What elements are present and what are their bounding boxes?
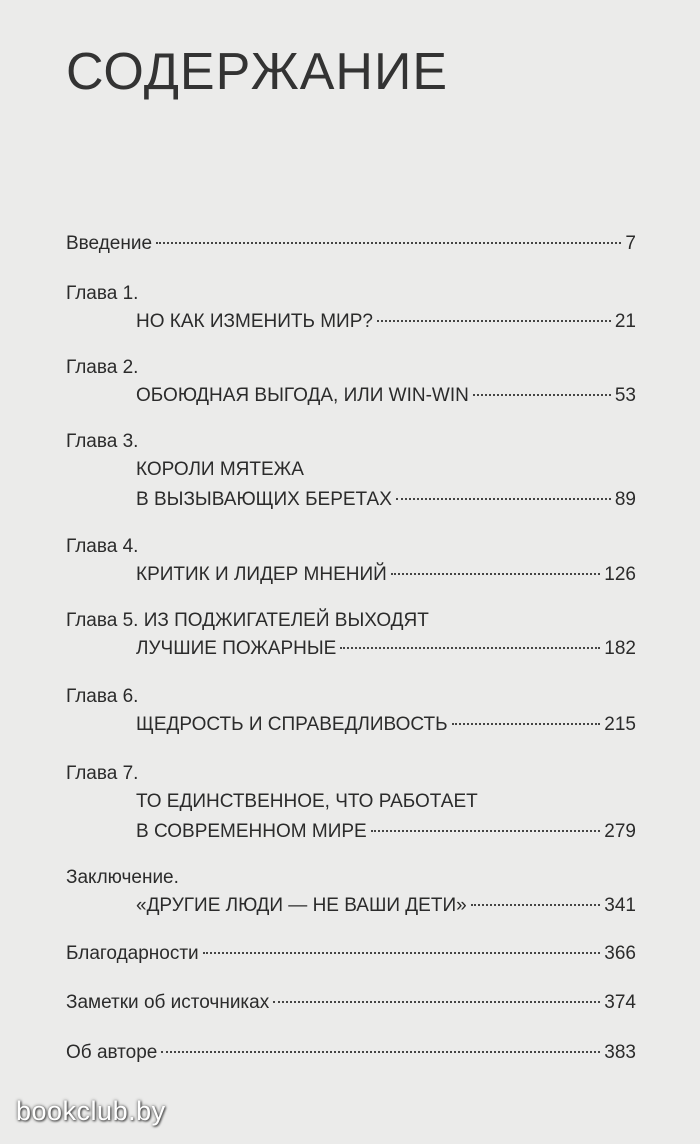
entry-label: Благодарности <box>66 943 199 964</box>
chapter-label: Глава 5. ИЗ ПОДЖИГАТЕЛЕЙ ВЫХОДЯТ <box>66 610 429 631</box>
page-title: СОДЕРЖАНИЕ <box>66 43 449 101</box>
page-number: 341 <box>604 895 636 916</box>
entry-label: Об авторе <box>66 1042 158 1063</box>
chapter-label: Глава 4. <box>66 536 139 557</box>
dot-leader <box>377 320 611 322</box>
chapter-title-line-2: В ВЫЗЫВАЮЩИХ БЕРЕТАХ <box>136 489 392 510</box>
toc-entry-chapter-5 <box>66 609 636 661</box>
page-number: 21 <box>614 311 636 332</box>
toc-entry-source-notes <box>66 991 636 1015</box>
chapter-title-line-1: КОРОЛИ МЯТЕЖА <box>136 459 304 480</box>
dot-leader <box>452 723 601 725</box>
page-number: 7 <box>625 233 636 254</box>
toc-entry-chapter-3 <box>66 430 636 512</box>
dot-leader <box>161 1051 600 1053</box>
entry-label: Заметки об источниках <box>66 992 270 1013</box>
watermark: bookclub.by <box>16 1096 166 1126</box>
chapter-label: Глава 6. <box>66 686 139 707</box>
toc-entry-chapter-2 <box>66 356 636 408</box>
page-number: 366 <box>604 943 636 964</box>
dot-leader <box>396 498 611 500</box>
dot-leader <box>156 242 621 244</box>
page-number: 89 <box>614 489 636 510</box>
toc-entry-chapter-6 <box>66 685 636 737</box>
dot-leader <box>273 1001 600 1003</box>
chapter-label: Глава 7. <box>66 763 139 784</box>
chapter-title: КРИТИК И ЛИДЕР МНЕНИЙ <box>136 564 387 585</box>
page-number: 182 <box>604 638 636 659</box>
chapter-title: ЩЕДРОСТЬ И СПРАВЕДЛИВОСТЬ <box>136 714 448 735</box>
toc-entry-about-author <box>66 1041 636 1065</box>
chapter-title: ЛУЧШИЕ ПОЖАРНЫЕ <box>136 638 337 659</box>
toc-entry-chapter-4 <box>66 535 636 587</box>
toc-entry-conclusion <box>66 866 636 918</box>
chapter-title: НО КАК ИЗМЕНИТЬ МИР? <box>136 311 373 332</box>
dot-leader <box>473 394 611 396</box>
chapter-label: Заключение. <box>66 867 179 888</box>
toc-entry-chapter-7 <box>66 762 636 844</box>
page-number: 279 <box>604 821 636 842</box>
dot-leader <box>471 904 601 906</box>
page-number: 215 <box>604 714 636 735</box>
dot-leader <box>340 647 600 649</box>
entry-label: Введение <box>66 233 153 254</box>
toc-entry-acknowledgements <box>66 942 636 966</box>
toc-entry-introduction <box>66 232 636 256</box>
dot-leader <box>391 573 600 575</box>
dot-leader <box>203 952 601 954</box>
chapter-label: Глава 1. <box>66 283 139 304</box>
chapter-title-line-1: ТО ЕДИНСТВЕННОЕ, ЧТО РАБОТАЕТ <box>136 791 478 812</box>
chapter-title: ОБОЮДНАЯ ВЫГОДА, ИЛИ WIN-WIN <box>136 385 469 406</box>
dot-leader <box>371 830 601 832</box>
chapter-label: Глава 2. <box>66 357 139 378</box>
chapter-label: Глава 3. <box>66 431 139 452</box>
page-number: 374 <box>604 992 636 1013</box>
page-number: 126 <box>604 564 636 585</box>
toc-entry-chapter-1 <box>66 282 636 334</box>
page-number: 383 <box>604 1042 636 1063</box>
chapter-title: «ДРУГИЕ ЛЮДИ — НЕ ВАШИ ДЕТИ» <box>136 895 467 916</box>
page-number: 53 <box>614 385 636 406</box>
chapter-title-line-2: В СОВРЕМЕННОМ МИРЕ <box>136 821 367 842</box>
